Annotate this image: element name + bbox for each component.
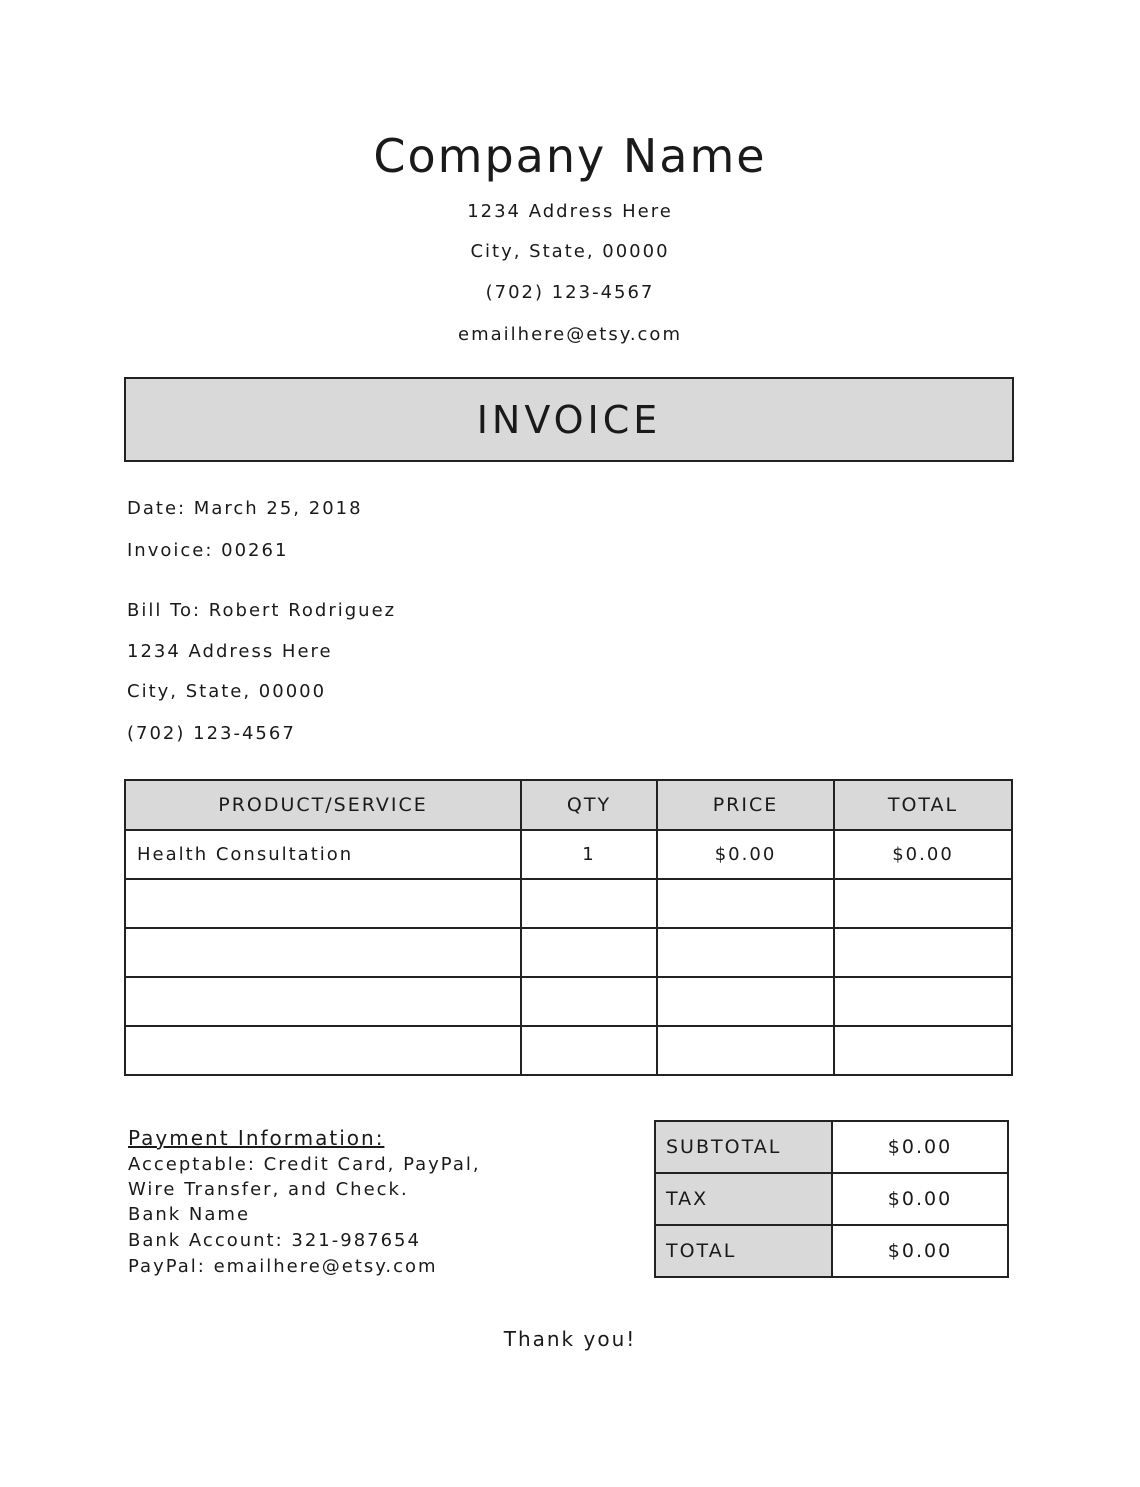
header-qty: QTY <box>521 780 657 830</box>
tax-value: $0.00 <box>832 1173 1008 1225</box>
table-row <box>125 928 1012 977</box>
payment-info-line: PayPal: emailhere@etsy.com <box>128 1256 438 1277</box>
item-qty <box>521 928 657 977</box>
invoice-banner: INVOICE <box>124 377 1014 462</box>
bill-to-city: City, State, 00000 <box>127 681 327 702</box>
table-row <box>125 879 1012 928</box>
table-row <box>125 977 1012 1026</box>
subtotal-value: $0.00 <box>832 1121 1008 1173</box>
item-qty <box>521 1026 657 1075</box>
payment-info-line: Wire Transfer, and Check. <box>128 1179 409 1200</box>
item-description <box>125 928 521 977</box>
bill-to-name: Bill To: Robert Rodriguez <box>127 600 397 621</box>
item-qty <box>521 879 657 928</box>
total-label: TOTAL <box>655 1225 832 1277</box>
item-qty: 1 <box>521 830 657 879</box>
payment-info-title: Payment Information: <box>128 1126 385 1150</box>
payment-info-line: Bank Name <box>128 1204 251 1225</box>
item-description: Health Consultation <box>125 830 521 879</box>
header-total: TOTAL <box>834 780 1012 830</box>
item-description <box>125 879 521 928</box>
tax-label: TAX <box>655 1173 832 1225</box>
company-phone: (702) 123-4567 <box>485 282 655 303</box>
item-total <box>834 977 1012 1026</box>
company-address: 1234 Address Here <box>467 201 673 222</box>
item-total: $0.00 <box>834 830 1012 879</box>
total-value: $0.00 <box>832 1225 1008 1277</box>
thank-you-note: Thank you! <box>503 1327 637 1351</box>
bill-to-phone: (702) 123-4567 <box>127 723 296 744</box>
item-description <box>125 977 521 1026</box>
item-qty <box>521 977 657 1026</box>
item-price: $0.00 <box>657 830 834 879</box>
header-price: PRICE <box>657 780 834 830</box>
subtotal-row <box>655 1121 1008 1173</box>
table-row <box>125 830 1012 879</box>
bill-to-address: 1234 Address Here <box>127 641 333 662</box>
item-price <box>657 928 834 977</box>
item-price <box>657 1026 834 1075</box>
table-row <box>125 1026 1012 1075</box>
invoice-date: Date: March 25, 2018 <box>127 498 363 519</box>
item-total <box>834 928 1012 977</box>
item-description <box>125 1026 521 1075</box>
subtotal-label: SUBTOTAL <box>655 1121 832 1173</box>
totals-table <box>654 1120 1009 1278</box>
company-name: Company Name <box>373 129 767 183</box>
company-email: emailhere@etsy.com <box>458 324 682 345</box>
item-total <box>834 879 1012 928</box>
total-row <box>655 1225 1008 1277</box>
invoice-number: Invoice: 00261 <box>127 540 289 561</box>
item-price <box>657 879 834 928</box>
payment-info-line: Acceptable: Credit Card, PayPal, <box>128 1154 481 1175</box>
company-city: City, State, 00000 <box>470 241 670 262</box>
tax-row <box>655 1173 1008 1225</box>
item-price <box>657 977 834 1026</box>
items-table <box>124 779 1013 1076</box>
payment-info-line: Bank Account: 321-987654 <box>128 1230 421 1251</box>
items-header-row <box>125 780 1012 830</box>
header-product-service: PRODUCT/SERVICE <box>125 780 521 830</box>
item-total <box>834 1026 1012 1075</box>
